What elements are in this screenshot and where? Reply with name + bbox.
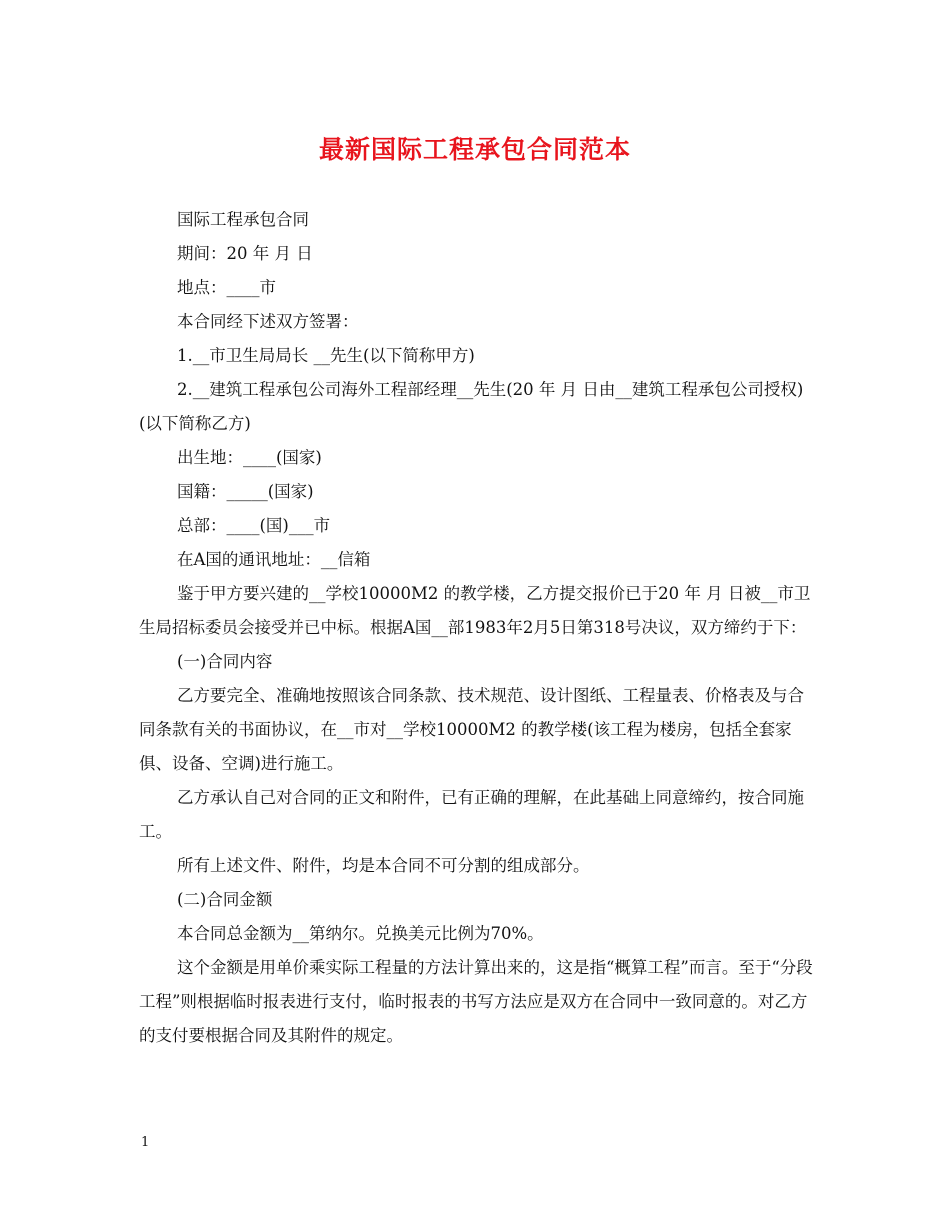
paragraph: 国际工程承包合同 <box>177 210 309 229</box>
section-heading: (一)合同内容 <box>177 652 273 671</box>
paragraph: 2.__建筑工程承包公司海外工程部经理__先生(20 年 月 日由__建筑工程承包公司授权)(以下简称乙方) <box>139 380 804 433</box>
paragraph: 期间：20 年 月 日 <box>177 244 313 263</box>
paragraph: 1.__市卫生局局长 __先生(以下简称甲方) <box>177 346 475 365</box>
document-body <box>139 203 815 1053</box>
section-heading: (二)合同金额 <box>177 890 273 909</box>
page-number: 1 <box>141 1135 150 1150</box>
paragraph: 所有上述文件、附件，均是本合同不可分割的组成部分。 <box>177 856 590 875</box>
paragraph: 在A国的通讯地址：__信箱 <box>177 550 371 569</box>
paragraph: 乙方承认自己对合同的正文和附件，已有正确的理解，在此基础上同意缔约，按合同施工。 <box>139 788 804 841</box>
paragraph: 本合同总金额为__第纳尔。兑换美元比例为70%。 <box>177 924 544 943</box>
paragraph: 出生地：____(国家) <box>177 448 322 467</box>
paragraph: 鉴于甲方要兴建的__学校10000M2 的教学楼，乙方提交报价已于20 年 月 日被__市卫生局招标委员会接受并已中标。根据A国__部1983年2月5日第318号决议，双方缔约于下： <box>139 584 811 637</box>
paragraph: 国籍：_____(国家) <box>177 482 314 501</box>
paragraph: 地点：____市 <box>177 278 276 297</box>
paragraph: 本合同经下述双方签署： <box>177 312 359 331</box>
paragraph: 乙方要完全、准确地按照该合同条款、技术规范、设计图纸、工程量表、价格表及与合同条款有关的书面协议，在__市对__学校10000M2 的教学楼(该工程为楼房，包括全套家俱、设备、空调)进行施工。 <box>139 686 804 773</box>
document-title: 最新国际工程承包合同范本 <box>318 135 631 164</box>
paragraph: 这个金额是用单价乘实际工程量的方法计算出来的，这是指“概算工程”而言。至于“分段工程”则根据临时报表进行支付，临时报表的书写方法应是双方在合同中一致同意的。对乙方的支付要根据合同及其附件的规定。 <box>139 958 813 1045</box>
paragraph: 总部：____(国)___市 <box>177 516 331 535</box>
